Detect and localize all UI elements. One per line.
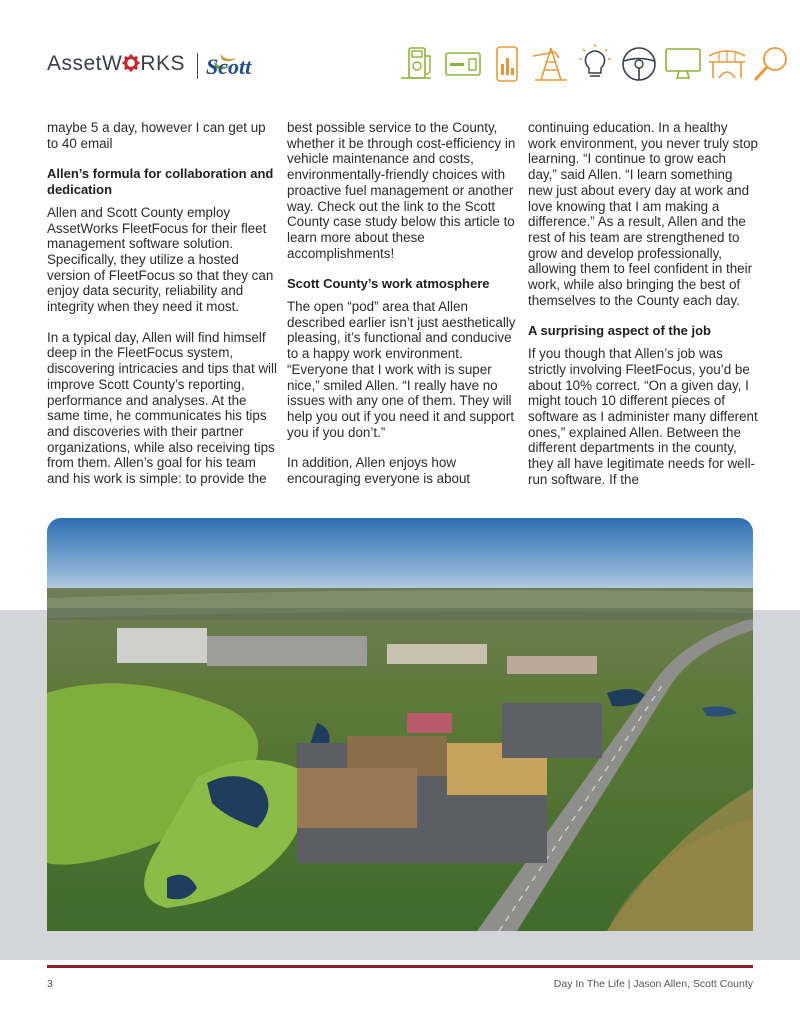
footer-rule xyxy=(47,965,753,968)
monitor-icon xyxy=(663,44,703,84)
paragraph: maybe 5 a day, however I can get up to 40 email xyxy=(47,120,266,151)
paragraph: In addition, Allen enjoys how encouraging everyone is about xyxy=(287,455,471,487)
lightbulb-icon xyxy=(575,44,615,84)
paragraph: In a typical day, Allen will find himself deep in the FleetFocus system, discovering intricacies and tips that will improve Scott County’s reporting, performance and analyses. At the same time, he communicates his tips and discoveries with their partner organizations, while also receiving tips from them. Allen’s goal for his team and his work is simple: to provide the xyxy=(47,329,277,487)
aerial-landscape-image xyxy=(47,518,753,931)
oil-derrick-icon xyxy=(531,44,571,84)
page-number: 3 xyxy=(47,978,53,990)
section-heading: Allen’s formula for collaboration and dedication xyxy=(47,166,274,198)
gear-icon xyxy=(122,54,140,72)
assetworks-logo xyxy=(47,52,185,76)
brand-wo: W xyxy=(102,52,140,75)
paragraph: The open “pod” area that Allen described earlier isn’t just aesthetically pleasing, it’s functional and conducive to a happy work environment. “Everyone that I work with is super nice,” smiled Allen. “I really have no issues with any one of them. They will help you out if you need it and support you if you don’t.” xyxy=(287,299,516,440)
paragraph: best possible service to the County, whether it be through cost-efficiency in vehicle maintenance and costs, environmentally-friendly choices with proactive fuel management or another way. Check out the link to the Scott County case study below this article to learn more about these accomplishments! xyxy=(287,120,516,261)
scott-county-logo: Scott xyxy=(206,54,252,79)
brand-prefix: Asset xyxy=(47,52,103,75)
logo-divider xyxy=(197,53,198,79)
magnifier-icon xyxy=(751,44,791,84)
text-column-3 xyxy=(528,120,758,502)
running-footer-title: Day In The Life | Jason Allen, Scott County xyxy=(553,978,753,990)
paragraph: If you though that Allen’s job was strictly involving FleetFocus, you’d be about 10% correct. “On a given day, I might touch 10 different pieces of software as I administer many different ones,” explained Allen. Between the different departments in the county, they all have legitimate needs for well-run software. If the xyxy=(528,346,758,487)
text-column-1 xyxy=(47,120,277,502)
text-column-2 xyxy=(287,120,517,502)
section-heading: A surprising aspect of the job xyxy=(528,323,711,339)
paragraph: Allen and Scott County employ AssetWorks FleetFocus for their fleet management software solution. Specifically, they utilize a hosted version of FleetFocus so that they can enjoy data security, reliability and integrity when they need it most. xyxy=(47,204,274,315)
paragraph: continuing education. In a healthy work environment, you never truly stop learning. “I continue to grow each day,” said Allen. “I learn something new just about every day at work and love knowing that I am making a difference.” As a result, Allen and the rest of his team are strengthened to grow and develop professionally, allowing them to feel confident in their work, while also bringing the best of themselves to the County each day. xyxy=(528,120,758,308)
brand-suffix: RKS xyxy=(140,52,186,75)
credit-card-icon xyxy=(443,44,483,84)
steering-wheel-icon xyxy=(619,44,659,84)
section-heading: Scott County’s work atmosphere xyxy=(287,276,490,292)
page-header xyxy=(0,0,800,110)
bridge-icon xyxy=(707,44,747,84)
aerial-photo xyxy=(47,518,753,931)
fuel-pump-icon xyxy=(399,44,439,84)
mobile-phone-icon xyxy=(487,44,527,84)
